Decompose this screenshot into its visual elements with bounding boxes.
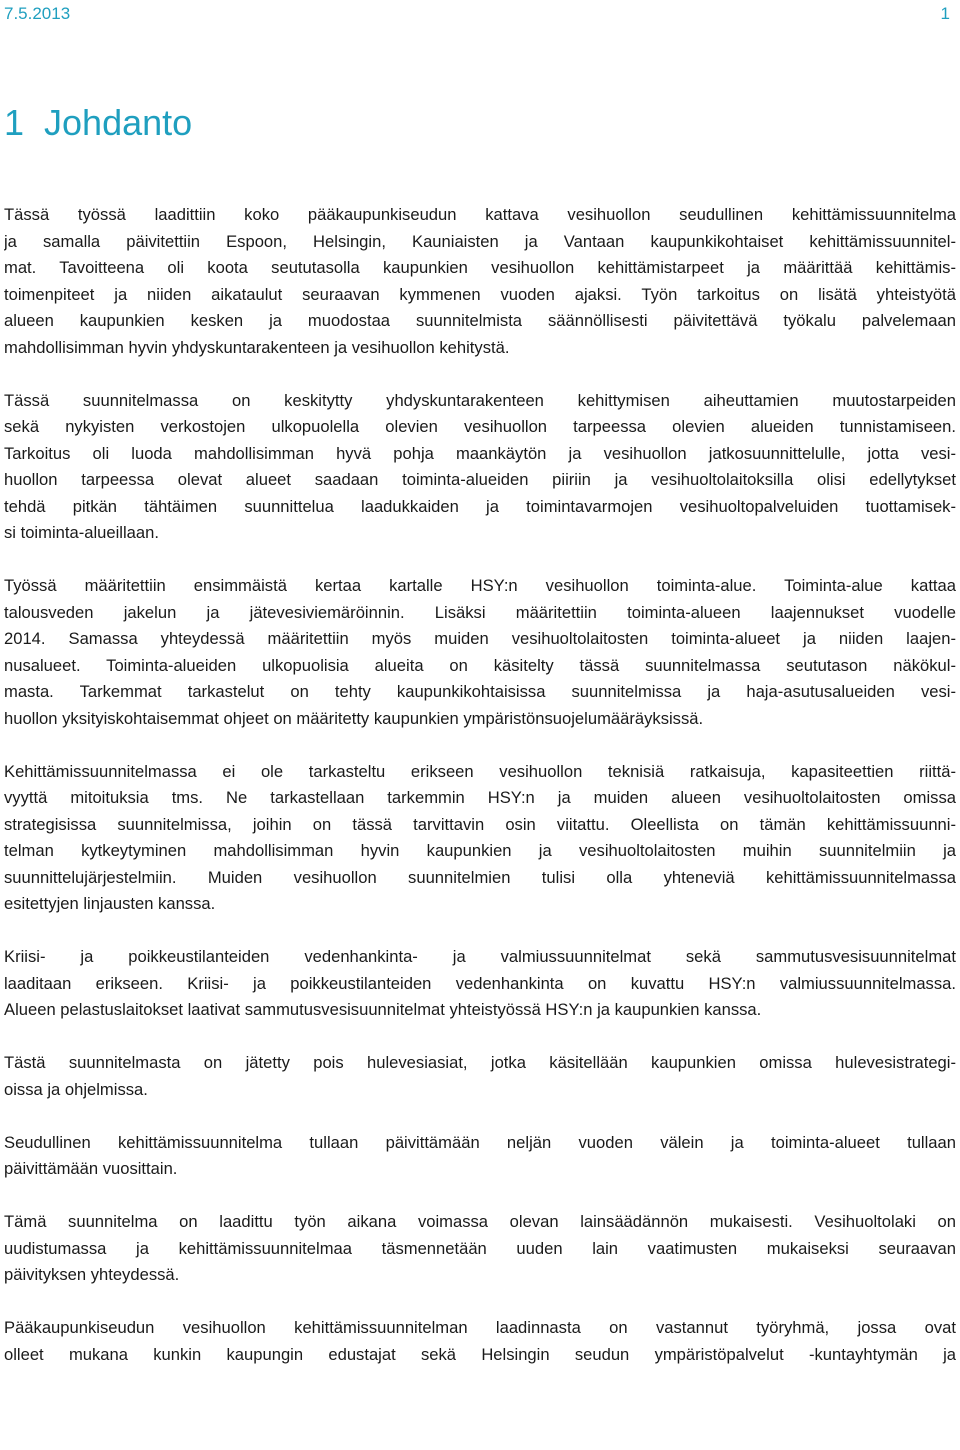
paragraph-line: Pääkaupunkiseudun vesihuollon kehittämissuunnitelman laadinnasta on vastannut työryhmä, jossa ovat: [4, 1318, 956, 1337]
paragraph: [4, 1315, 956, 1368]
paragraph-line: huollon tarpeessa olevat alueet saadaan toiminta-alueiden piiriin ja vesihuoltolaitoksilla olisi edellytykset: [4, 470, 956, 489]
paragraph-line: Työssä määritettiin ensimmäistä kertaa kartalle HSY:n vesihuollon toiminta-alue. Toiminta-alue kattaa: [4, 576, 956, 595]
paragraph-line: päivityksen yhteydessä.: [4, 1265, 180, 1284]
paragraph-line: tehdä pitkän tähtäimen suunnittelua laadukkaiden ja toimintavarmojen vesihuoltopalveluiden tuottamisek-: [4, 496, 956, 516]
paragraph-line: esitettyjen linjausten kanssa.: [4, 894, 216, 913]
paragraph-line: 2014. Samassa yhteydessä määritettiin myös muiden vesihuoltolaitosten toiminta-alueet ja niiden laajen-: [4, 629, 956, 648]
paragraph-line: olleet mukana kunkin kaupungin edustajat sekä Helsingin seudun ympäristöpalvelut -kuntayhtymän ja: [4, 1344, 956, 1364]
section-number: 1: [4, 102, 25, 143]
paragraph-line: Tästä suunnitelmasta on jätetty pois hulevesiasiat, jotka käsitellään kaupunkien omissa hulevesistrategi-: [4, 1053, 956, 1072]
paragraph-line: laaditaan erikseen. Kriisi- ja poikkeustilanteiden vedenhankinta on kuvattu HSY:n valmiussuunnitelmassa.: [4, 973, 956, 993]
paragraph-line: mat. Tavoitteena oli koota seututasolla kaupunkien vesihuollon kehittämistarpeet ja määrittää kehittämis-: [4, 258, 956, 277]
paragraph-line: oissa ja ohjelmissa.: [4, 1079, 148, 1099]
paragraph-line: Tarkoitus oli luoda mahdollisimman hyvä pohja maankäytön ja vesihuollon jatkosuunnittelulle, jotta vesi-: [4, 443, 956, 463]
header-page-number: 1: [940, 4, 950, 23]
paragraph: [4, 1209, 956, 1289]
paragraph: [4, 1130, 956, 1183]
paragraph: [4, 759, 956, 918]
body-text: [4, 202, 956, 1395]
section-title: Johdanto: [44, 102, 193, 143]
paragraph: [4, 573, 956, 732]
paragraph-line: Alueen pelastuslaitokset laativat sammutusvesisuunnitelmat yhteistyössä HSY:n ja kaupunkien kanssa.: [4, 1000, 762, 1019]
paragraph-line: Tämä suunnitelma on laadittu työn aikana voimassa olevan lainsäädännön mukaisesti. Vesihuoltolaki on: [4, 1212, 956, 1231]
paragraph-line: Tässä työssä laadittiin koko pääkaupunkiseudun kattava vesihuollon seudullinen kehittämissuunnitelma: [4, 205, 956, 224]
paragraph-line: vyyttä mitoituksia tms. Ne tarkastellaan tarkemmin HSY:n ja muiden alueen vesihuoltolaitosten omissa: [4, 788, 956, 807]
paragraph-line: toimenpiteet ja niiden aikataulut seuraavan kymmenen vuoden ajaksi. Työn tarkoitus on lisätä yhteistyötä: [4, 284, 956, 304]
paragraph-line: alueen kaupunkien kesken ja muodostaa suunnitelmista säännöllisesti päivitettävä työkalu palvelemaan: [4, 311, 956, 330]
header-date: 7.5.2013: [4, 4, 71, 23]
paragraph: [4, 944, 956, 1024]
paragraph-line: telman kytkeytyminen mahdollisimman hyvin kaupunkien ja vesihuoltolaitosten muihin suunnitelmiin ja: [4, 841, 956, 860]
paragraph-line: uudistumassa ja kehittämissuunnitelmaa täsmennetään uuden lain vaatimusten mukaiseksi seuraavan: [4, 1238, 956, 1258]
paragraph-line: Seudullinen kehittämissuunnitelma tullaan päivittämään neljän vuoden välein ja toiminta-alueet tullaan: [4, 1132, 956, 1152]
paragraph-line: Kehittämissuunnitelmassa ei ole tarkasteltu erikseen vesihuollon teknisiä ratkaisuja, kapasiteettien riittä-: [4, 761, 956, 781]
paragraph: [4, 1050, 956, 1103]
paragraph-line: Kriisi- ja poikkeustilanteiden vedenhankinta- ja valmiussuunnitelmat sekä sammutusvesisuunnitelmat: [4, 947, 956, 966]
paragraph-line: päivittämään vuosittain.: [4, 1159, 178, 1178]
paragraph-line: nusalueet. Toiminta-alueiden ulkopuolisia alueita on käsitelty tässä suunnitelmassa seututason näkökul-: [4, 655, 956, 675]
paragraph-line: strategisissa suunnitelmissa, joihin on tässä tarvittavin osin viitattu. Oleellista on tämän kehittämissuunni-: [4, 814, 956, 834]
paragraph: [4, 202, 956, 361]
section-heading: [4, 101, 192, 145]
paragraph-line: masta. Tarkemmat tarkastelut on tehty kaupunkikohtaisissa suunnitelmissa ja haja-asutusalueiden vesi-: [4, 682, 956, 701]
paragraph-line: mahdollisimman hyvin yhdyskuntarakenteen ja vesihuollon kehitystä.: [4, 337, 510, 357]
paragraph-line: si toiminta-alueillaan.: [4, 523, 159, 542]
paragraph-line: sekä nykyisten verkostojen ulkopuolella olevien vesihuollon tarpeessa olevien alueiden tunnistamiseen.: [4, 417, 956, 436]
page-header: [4, 3, 950, 25]
paragraph-line: ja samalla päivitettiin Espoon, Helsingin, Kauniaisten ja Vantaan kaupunkikohtaiset kehittämissuunnitel-: [4, 231, 956, 251]
paragraph-line: suunnittelujärjestelmiin. Muiden vesihuollon suunnitelmien tulisi olla yhteneviä kehittämissuunnitelmassa: [4, 867, 956, 887]
paragraph-line: talousveden jakelun ja jätevesiviemäröinnin. Lisäksi määritettiin toiminta-alueen laajennukset vuodelle: [4, 602, 956, 622]
paragraph-line: Tässä suunnitelmassa on keskitytty yhdyskuntarakenteen kehittymisen aiheuttamien muutostarpeiden: [4, 390, 956, 410]
paragraph: [4, 388, 956, 547]
paragraph-line: huollon yksityiskohtaisemmat ohjeet on määritetty kaupunkien ympäristönsuojelumääräyksissä.: [4, 708, 704, 728]
